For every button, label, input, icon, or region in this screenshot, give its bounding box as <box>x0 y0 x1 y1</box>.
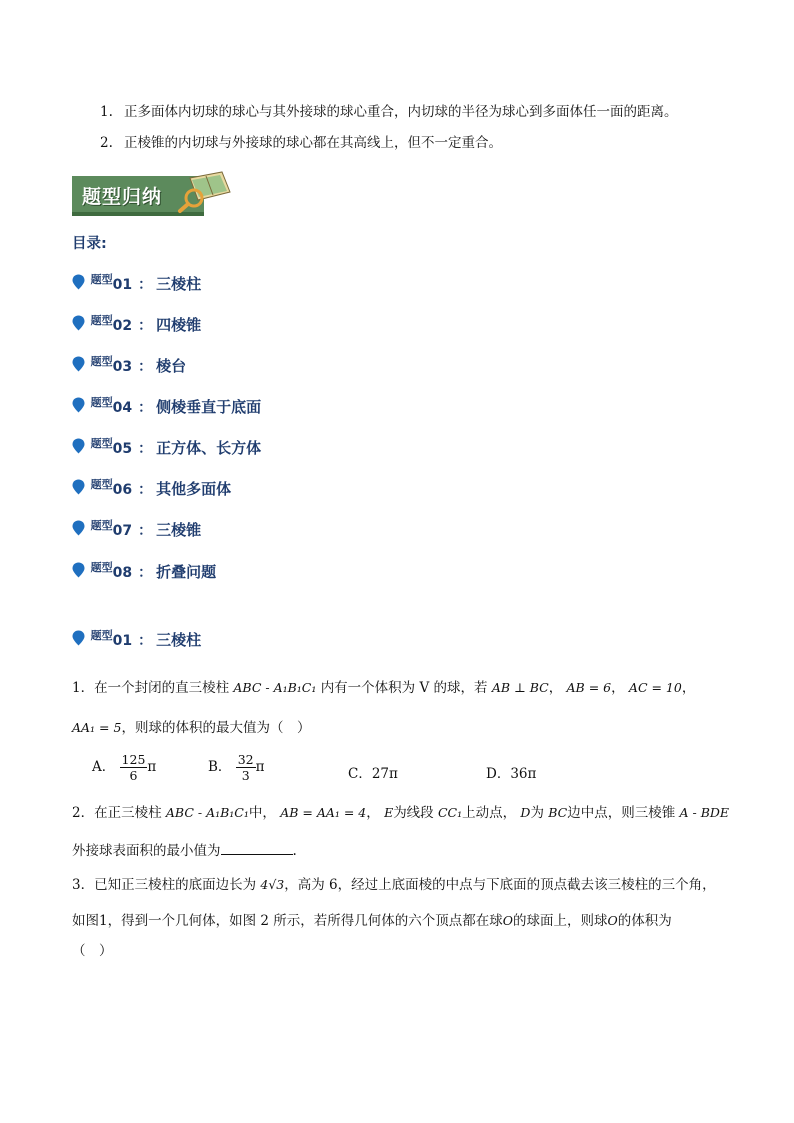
question-3-line-1: 3．已知正三棱柱的底面边长为 4√3，高为 6，经过上底面棱的中点与下底面的顶点截去该三棱柱的三个角， <box>72 877 716 893</box>
toc-item-05[interactable]: $^{题型}$05 ： 正方体、长方体 <box>72 437 261 459</box>
question-1-line-2: AA₁ = 5，则球的体积的最大值为（ ） <box>72 720 311 736</box>
location-pin-icon <box>72 274 85 290</box>
toc-item-04[interactable]: $^{题型}$04 ： 侧棱垂直于底面 <box>72 396 261 418</box>
book-magnifier-icon <box>176 168 234 214</box>
location-pin-icon <box>72 520 85 536</box>
location-pin-icon <box>72 562 85 578</box>
location-pin-icon <box>72 479 85 495</box>
fraction: $\frac{32}{3}$ <box>237 752 254 783</box>
section-banner <box>72 168 232 218</box>
toc-item-08[interactable]: $^{题型}$08 ： 折叠问题 <box>72 561 216 583</box>
question-3-line-3: （ ） <box>72 943 113 959</box>
toc-item-01[interactable]: $^{题型}$01 ： 三棱柱 <box>72 273 201 295</box>
fraction: $\frac{125}{6}$ <box>121 752 146 783</box>
question-2-line-2: 外接球表面积的最小值为 . <box>72 840 297 862</box>
location-pin-icon <box>72 356 85 372</box>
location-pin-icon <box>72 397 85 413</box>
question-1-line-1: 1．在一个封闭的直三棱柱 ABC - A₁B₁C₁ 内有一个体积为 V 的球，若 AB ⊥ BC， AB = 6， AC = 10， <box>72 680 696 696</box>
location-pin-icon <box>72 315 85 331</box>
toc-item-06[interactable]: $^{题型}$06 ： 其他多面体 <box>72 478 231 500</box>
banner-title: 题型归纳 <box>82 186 163 208</box>
choice-d[interactable]: D．36π <box>486 766 537 782</box>
note-2: 2. 正棱锥的内切球与外接球的球心都在其高线上，但不一定重合。 <box>100 135 502 151</box>
answer-blank[interactable] <box>221 840 293 855</box>
toc-title: 目录: <box>72 236 107 252</box>
question-2-line-1: 2．在正三棱柱 ABC - A₁B₁C₁中， AB = AA₁ = 4， E为线段 CC₁上动点， D为 BC边中点，则三棱锥 A - BDE <box>72 805 730 821</box>
choice-b[interactable]: B． $\frac{32}{3}$ π <box>208 752 265 783</box>
question-3-line-2: 如图1，得到一个几何体，如图 2 所示，若所得几何体的六个顶点都在球O的球面上，则球O的体积为 <box>72 913 672 929</box>
toc-item-07[interactable]: $^{题型}$07 ： 三棱锥 <box>72 519 201 541</box>
choice-a[interactable]: A． $\frac{125}{6}$ π <box>92 752 157 783</box>
choice-c[interactable]: C．27π <box>348 766 398 782</box>
note-1: 1. 正多面体内切球的球心与其外接球的球心重合，内切球的半径为球心到多面体任一面的距离。 <box>100 104 678 120</box>
toc-item-03[interactable]: $^{题型}$03 ： 棱台 <box>72 355 186 377</box>
toc-item-02[interactable]: $^{题型}$02 ： 四棱锥 <box>72 314 201 336</box>
section-heading-01: $^{题型}$01 ： 三棱柱 <box>72 629 201 651</box>
location-pin-icon <box>72 630 85 646</box>
location-pin-icon <box>72 438 85 454</box>
